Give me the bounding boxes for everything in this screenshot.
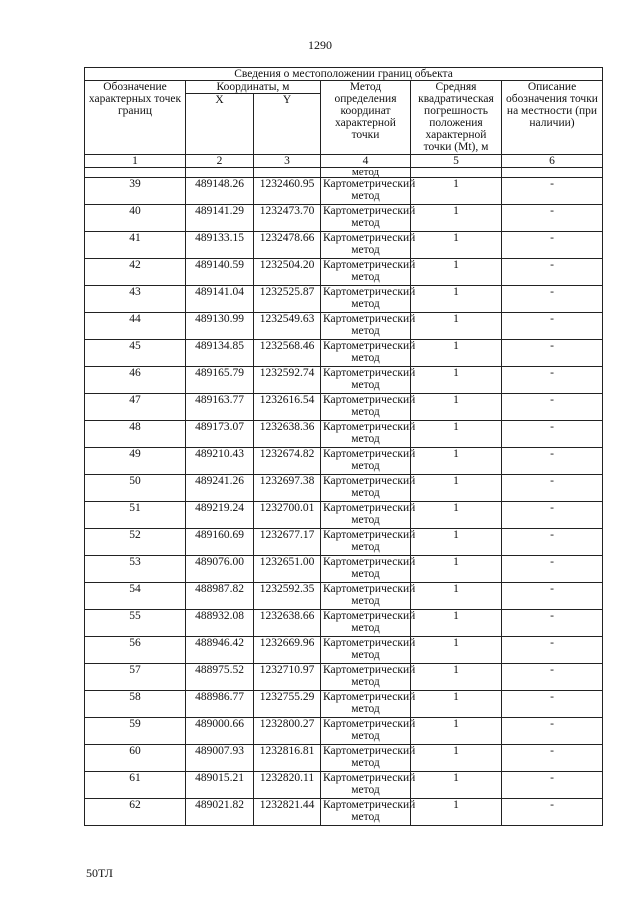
column-number: 6 — [502, 155, 603, 168]
description: - — [502, 799, 603, 826]
table-row — [85, 367, 603, 394]
coord-x: 489241.26 — [186, 475, 254, 502]
method-cell — [321, 421, 416, 448]
coord-x: 489140.59 — [186, 259, 254, 286]
method-line: метод — [351, 217, 380, 229]
table-row — [85, 502, 603, 529]
point-id: 50 — [85, 475, 186, 502]
point-id: 51 — [85, 502, 186, 529]
method-line: Картометрический — [323, 745, 416, 757]
mt-value: 1 — [411, 664, 502, 691]
coord-x: 489141.04 — [186, 286, 254, 313]
coord-x: 489076.00 — [186, 556, 254, 583]
coord-x: 489163.77 — [186, 394, 254, 421]
method-line: метод — [351, 568, 380, 580]
method-cell — [321, 448, 416, 475]
method-line: метод — [351, 298, 380, 310]
description: - — [502, 448, 603, 475]
coord-x: 488932.08 — [186, 610, 254, 637]
method-line: метод — [351, 595, 380, 607]
table-row — [85, 421, 603, 448]
mt-value: 1 — [411, 178, 502, 205]
table-caption: Сведения о местоположении границ объекта — [85, 68, 603, 81]
table-row — [85, 205, 603, 232]
description: - — [502, 583, 603, 610]
point-id: 52 — [85, 529, 186, 556]
method-cell — [321, 232, 416, 259]
point-id: 53 — [85, 556, 186, 583]
description: - — [502, 340, 603, 367]
method-line: Картометрический — [323, 556, 416, 568]
mt-value: 1 — [411, 718, 502, 745]
column-number: 1 — [85, 155, 186, 168]
point-id: 58 — [85, 691, 186, 718]
coord-y: 1232677.17 — [254, 529, 321, 556]
point-id: 44 — [85, 313, 186, 340]
method-line: метод — [351, 730, 380, 742]
coord-y: 1232700.01 — [254, 502, 321, 529]
coord-x: 489219.24 — [186, 502, 254, 529]
table-row — [85, 799, 603, 826]
mt-value: 1 — [411, 259, 502, 286]
description: - — [502, 421, 603, 448]
mt-value: 1 — [411, 313, 502, 340]
coord-y: 1232549.63 — [254, 313, 321, 340]
method-cell — [321, 259, 416, 286]
method-line: Картометрический — [323, 772, 416, 784]
point-id: 61 — [85, 772, 186, 799]
method-line: метод — [351, 622, 380, 634]
coord-x: 488975.52 — [186, 664, 254, 691]
method-line: метод — [351, 487, 380, 499]
coord-x: 488986.77 — [186, 691, 254, 718]
method-line: метод — [351, 433, 380, 445]
empty-cell — [85, 168, 186, 178]
mt-value: 1 — [411, 799, 502, 826]
mt-value: 1 — [411, 448, 502, 475]
coord-x: 489133.15 — [186, 232, 254, 259]
point-id: 56 — [85, 637, 186, 664]
method-line: метод — [351, 514, 380, 526]
method-line: метод — [351, 271, 380, 283]
coord-x: 489134.85 — [186, 340, 254, 367]
table-row — [85, 772, 603, 799]
method-line: Картометрический — [323, 286, 416, 298]
method-line: метод — [351, 811, 380, 823]
coord-y: 1232674.82 — [254, 448, 321, 475]
coord-y: 1232710.97 — [254, 664, 321, 691]
description: - — [502, 205, 603, 232]
coord-y: 1232816.81 — [254, 745, 321, 772]
table-row — [85, 178, 603, 205]
point-id: 41 — [85, 232, 186, 259]
mt-value: 1 — [411, 691, 502, 718]
coord-x: 489141.29 — [186, 205, 254, 232]
empty-cell — [502, 168, 603, 178]
point-id: 49 — [85, 448, 186, 475]
coord-y: 1232820.11 — [254, 772, 321, 799]
mt-value: 1 — [411, 583, 502, 610]
method-cell — [321, 502, 416, 529]
coord-x: 489148.26 — [186, 178, 254, 205]
method-cell — [321, 205, 416, 232]
table-row — [85, 583, 603, 610]
description: - — [502, 475, 603, 502]
coord-x: 489021.82 — [186, 799, 254, 826]
method-line: метод — [351, 190, 380, 202]
point-id: 43 — [85, 286, 186, 313]
coord-y: 1232669.96 — [254, 637, 321, 664]
table-row — [85, 259, 603, 286]
coord-y: 1232755.29 — [254, 691, 321, 718]
method-cell — [321, 367, 416, 394]
mt-value: 1 — [411, 745, 502, 772]
method-line: метод — [351, 325, 380, 337]
coord-x: 489007.93 — [186, 745, 254, 772]
point-id: 46 — [85, 367, 186, 394]
description: - — [502, 664, 603, 691]
method-cell — [321, 394, 416, 421]
description: - — [502, 394, 603, 421]
point-id: 55 — [85, 610, 186, 637]
mt-value: 1 — [411, 340, 502, 367]
method-line: Картометрический — [323, 475, 416, 487]
coord-y: 1232525.87 — [254, 286, 321, 313]
method-cell — [321, 664, 416, 691]
point-id: 48 — [85, 421, 186, 448]
table-row — [85, 691, 603, 718]
description: - — [502, 637, 603, 664]
column-number: 4 — [321, 155, 411, 168]
method-line: Картометрический — [323, 799, 416, 811]
coord-y: 1232651.00 — [254, 556, 321, 583]
point-id: 47 — [85, 394, 186, 421]
description: - — [502, 691, 603, 718]
header-row — [85, 81, 603, 94]
point-id: 54 — [85, 583, 186, 610]
header-y: Y — [254, 94, 321, 155]
table-row — [85, 475, 603, 502]
coord-x: 489165.79 — [186, 367, 254, 394]
description: - — [502, 178, 603, 205]
table-row — [85, 232, 603, 259]
header-x: X — [186, 94, 254, 155]
method-line: метод — [351, 244, 380, 256]
mt-value: 1 — [411, 367, 502, 394]
table-row — [85, 394, 603, 421]
method-line: метод — [351, 649, 380, 661]
table-row — [85, 529, 603, 556]
column-number: 3 — [254, 155, 321, 168]
description: - — [502, 286, 603, 313]
point-id: 45 — [85, 340, 186, 367]
method-line: метод — [351, 784, 380, 796]
mt-value: 1 — [411, 286, 502, 313]
coord-x: 489160.69 — [186, 529, 254, 556]
coord-y: 1232504.20 — [254, 259, 321, 286]
coord-y: 1232821.44 — [254, 799, 321, 826]
method-line: метод — [351, 460, 380, 472]
table-row — [85, 664, 603, 691]
method-cell — [321, 475, 416, 502]
method-line: метод — [351, 703, 380, 715]
description: - — [502, 259, 603, 286]
continued-row — [85, 168, 603, 178]
coord-y: 1232697.38 — [254, 475, 321, 502]
method-line: метод — [351, 406, 380, 418]
point-id: 39 — [85, 178, 186, 205]
method-cell — [321, 799, 416, 826]
coord-y: 1232638.36 — [254, 421, 321, 448]
coord-x: 488946.42 — [186, 637, 254, 664]
method-line: Картометрический — [323, 583, 416, 595]
method-line: Картометрический — [323, 691, 416, 703]
coord-y: 1232478.66 — [254, 232, 321, 259]
table-row — [85, 313, 603, 340]
method-line: Картометрический — [323, 367, 416, 379]
method-cell — [321, 313, 416, 340]
continued-method: метод — [321, 168, 411, 178]
header-description: Описание обозначения точки на местности (при наличии) — [502, 81, 603, 155]
method-line: Картометрический — [323, 610, 416, 622]
header-coords: Координаты, м — [186, 81, 321, 94]
method-line: метод — [351, 757, 380, 769]
footer-mark: 50ТЛ — [86, 866, 113, 880]
method-cell — [321, 610, 416, 637]
description: - — [502, 610, 603, 637]
table-row — [85, 745, 603, 772]
boundary-points-table — [84, 67, 603, 826]
table-row — [85, 448, 603, 475]
method-line: Картометрический — [323, 340, 416, 352]
point-id: 57 — [85, 664, 186, 691]
coord-y: 1232638.66 — [254, 610, 321, 637]
point-id: 60 — [85, 745, 186, 772]
method-line: Картометрический — [323, 529, 416, 541]
mt-value: 1 — [411, 205, 502, 232]
method-cell — [321, 529, 416, 556]
method-line: Картометрический — [323, 313, 416, 325]
method-cell — [321, 340, 416, 367]
method-cell — [321, 745, 416, 772]
mt-value: 1 — [411, 772, 502, 799]
description: - — [502, 232, 603, 259]
coord-x: 488987.82 — [186, 583, 254, 610]
method-line: Картометрический — [323, 664, 416, 676]
description: - — [502, 718, 603, 745]
coord-x: 489210.43 — [186, 448, 254, 475]
method-line: Картометрический — [323, 502, 416, 514]
header-method: Метод определения координат характерной точки — [321, 81, 411, 155]
method-cell — [321, 772, 416, 799]
table-row — [85, 637, 603, 664]
coord-x: 489173.07 — [186, 421, 254, 448]
description: - — [502, 502, 603, 529]
method-line: Картометрический — [323, 637, 416, 649]
coord-y: 1232592.35 — [254, 583, 321, 610]
table-caption-row — [85, 68, 603, 81]
mt-value: 1 — [411, 421, 502, 448]
coord-x: 489130.99 — [186, 313, 254, 340]
method-cell — [321, 556, 416, 583]
mt-value: 1 — [411, 502, 502, 529]
method-line: Картометрический — [323, 421, 416, 433]
method-line: Картометрический — [323, 205, 416, 217]
coord-x: 489000.66 — [186, 718, 254, 745]
mt-value: 1 — [411, 556, 502, 583]
empty-cell — [411, 168, 502, 178]
method-line: Картометрический — [323, 718, 416, 730]
point-id: 59 — [85, 718, 186, 745]
coord-y: 1232616.54 — [254, 394, 321, 421]
description: - — [502, 367, 603, 394]
mt-value: 1 — [411, 232, 502, 259]
empty-cell — [186, 168, 254, 178]
method-line: Картометрический — [323, 232, 416, 244]
point-id: 40 — [85, 205, 186, 232]
method-cell — [321, 178, 416, 205]
point-id: 42 — [85, 259, 186, 286]
table-row — [85, 556, 603, 583]
mt-value: 1 — [411, 529, 502, 556]
mt-value: 1 — [411, 394, 502, 421]
description: - — [502, 745, 603, 772]
method-line: метод — [351, 352, 380, 364]
method-cell — [321, 691, 416, 718]
method-cell — [321, 286, 416, 313]
description: - — [502, 556, 603, 583]
table-row — [85, 340, 603, 367]
method-line: метод — [351, 541, 380, 553]
coord-y: 1232592.74 — [254, 367, 321, 394]
mt-value: 1 — [411, 610, 502, 637]
method-cell — [321, 583, 416, 610]
column-number-row — [85, 155, 603, 168]
empty-cell — [254, 168, 321, 178]
column-number: 2 — [186, 155, 254, 168]
table-row — [85, 718, 603, 745]
method-line: Картометрический — [323, 394, 416, 406]
coord-x: 489015.21 — [186, 772, 254, 799]
page-number: 1290 — [308, 38, 332, 52]
mt-value: 1 — [411, 475, 502, 502]
mt-value: 1 — [411, 637, 502, 664]
description: - — [502, 529, 603, 556]
column-number: 5 — [411, 155, 502, 168]
description: - — [502, 772, 603, 799]
coord-y: 1232568.46 — [254, 340, 321, 367]
header-point: Обозначение характерных точек границ — [85, 81, 186, 155]
method-line: Картометрический — [323, 178, 416, 190]
header-mt: Средняя квадратическая погрешность положения характерной точки (Mt), м — [411, 81, 502, 155]
coord-y: 1232460.95 — [254, 178, 321, 205]
coord-y: 1232473.70 — [254, 205, 321, 232]
method-line: метод — [351, 379, 380, 391]
description: - — [502, 313, 603, 340]
method-cell — [321, 637, 416, 664]
method-line: Картометрический — [323, 259, 416, 271]
point-id: 62 — [85, 799, 186, 826]
table-row — [85, 286, 603, 313]
method-line: метод — [351, 676, 380, 688]
method-cell — [321, 718, 416, 745]
method-line: Картометрический — [323, 448, 416, 460]
table-row — [85, 610, 603, 637]
coord-y: 1232800.27 — [254, 718, 321, 745]
